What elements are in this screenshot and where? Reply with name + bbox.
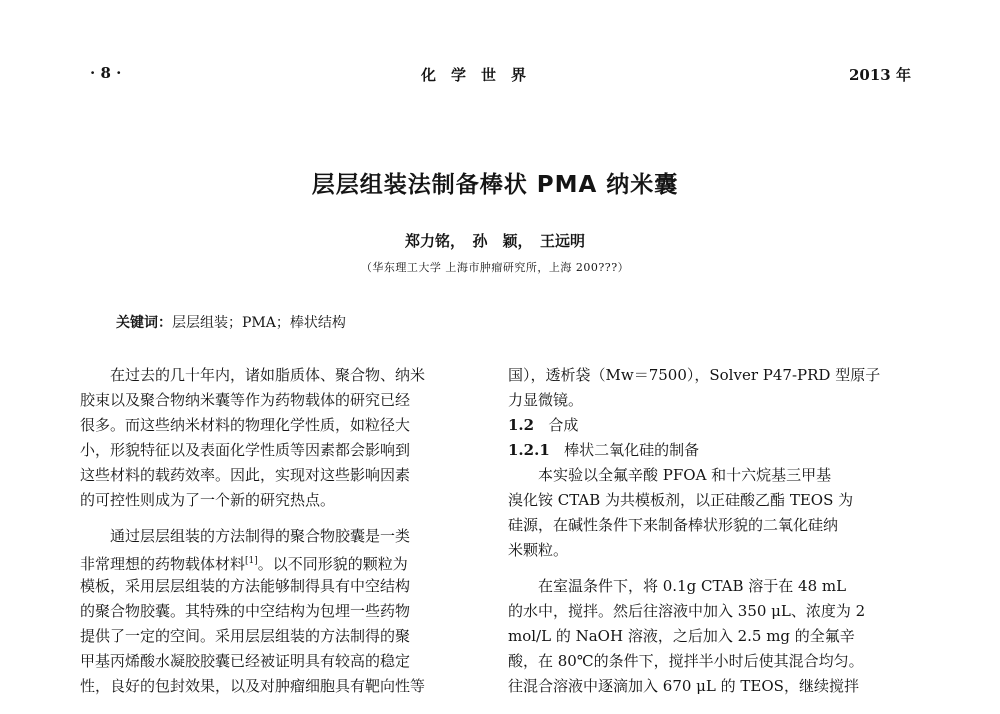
article-title: 层层组装法制备棒状 PMA 纳米囊: [311, 172, 679, 198]
text-line: 这些材料的载药效率。因此，实现对这些影响因素: [80, 466, 411, 484]
text-line: 很多。而这些纳米材料的物理化学性质，如粒径大: [80, 416, 411, 434]
text-line: 甲基丙烯酸水凝胶胶囊已经被证明具有较高的稳定: [80, 652, 411, 670]
text-line: 力显微镜。: [508, 391, 584, 409]
text-line: 在过去的几十年内，诸如脂质体、聚合物、纳米: [110, 366, 426, 384]
right-column: [508, 363, 908, 699]
subsection-title: 棒状二氧化硅的制备: [564, 441, 700, 459]
text-line: 在室温条件下，将 0.1g CTAB 溶于在 48 mL: [538, 577, 847, 595]
text-line: 胶束以及聚合物纳米囊等作为药物载体的研究已经: [80, 391, 411, 409]
text-line: 性，良好的包封效果，以及对肿瘤细胞具有靶向性等: [80, 677, 426, 695]
keywords-text: 层层组装；PMA；棒状结构: [172, 315, 346, 331]
text-line: 米颗粒。: [508, 541, 569, 559]
text-line: 硅源，在碱性条件下来制备棒状形貌的二氧化硅纳: [508, 516, 839, 534]
section-title: 合成: [548, 416, 579, 434]
journal-name: 化 学 世 界: [421, 66, 527, 84]
keywords: [116, 312, 346, 332]
author-list: 郑力铭， 孙 颖， 王远明: [404, 232, 585, 250]
subsection-heading: [508, 438, 908, 463]
text-line: 的水中，搅拌。然后往溶液中加入 350 μL、浓度为 2: [508, 602, 866, 620]
citation-ref[interactable]: [1]: [245, 556, 258, 566]
text-span: 非常理想的药物载体材料: [80, 555, 246, 573]
text-line: 小，形貌特征以及表面化学性质等因素都会影响到: [80, 441, 411, 459]
text-line: 本实验以全氟辛酸 PFOA 和十六烷基三甲基: [538, 466, 832, 484]
text-line: 提供了一定的空间。采用层层组装的方法制得的聚: [80, 627, 411, 645]
publication-year: 2013 年: [849, 66, 911, 84]
text-line: [80, 549, 480, 574]
text-line: 的聚合物胶囊。其特殊的中空结构为包埋一些药物: [80, 602, 411, 620]
text-line: 国），透析袋（Mw＝7500），Solver P47-PRD 型原子: [508, 366, 881, 384]
section-number: 1.2: [508, 416, 535, 434]
text-line: 往混合溶液中逐滴加入 670 μL 的 TEOS，继续搅拌: [508, 677, 859, 695]
page-number: · 8 ·: [90, 64, 122, 82]
section-heading: [508, 413, 908, 438]
text-line: 溴化铵 CTAB 为共模板剂，以正硅酸乙酯 TEOS 为: [508, 491, 854, 509]
keywords-label: 关键词：: [116, 315, 172, 331]
subsection-number: 1.2.1: [508, 441, 550, 459]
text-line: mol/L 的 NaOH 溶液，之后加入 2.5 mg 的全氟辛: [508, 627, 855, 645]
left-column: [80, 363, 480, 699]
text-line: 酸，在 80℃的条件下，搅拌半小时后使其混合均匀。: [508, 652, 864, 670]
text-span: 。以不同形貌的颗粒为: [257, 555, 408, 573]
text-line: 的可控性则成为了一个新的研究热点。: [80, 491, 336, 509]
affiliation: （华东理工大学 上海市肿瘤研究所，上海 200???）: [360, 261, 630, 274]
text-line: 通过层层组装的方法制得的聚合物胶囊是一类: [110, 527, 411, 545]
text-line: 模板，采用层层组装的方法能够制得具有中空结构: [80, 577, 411, 595]
